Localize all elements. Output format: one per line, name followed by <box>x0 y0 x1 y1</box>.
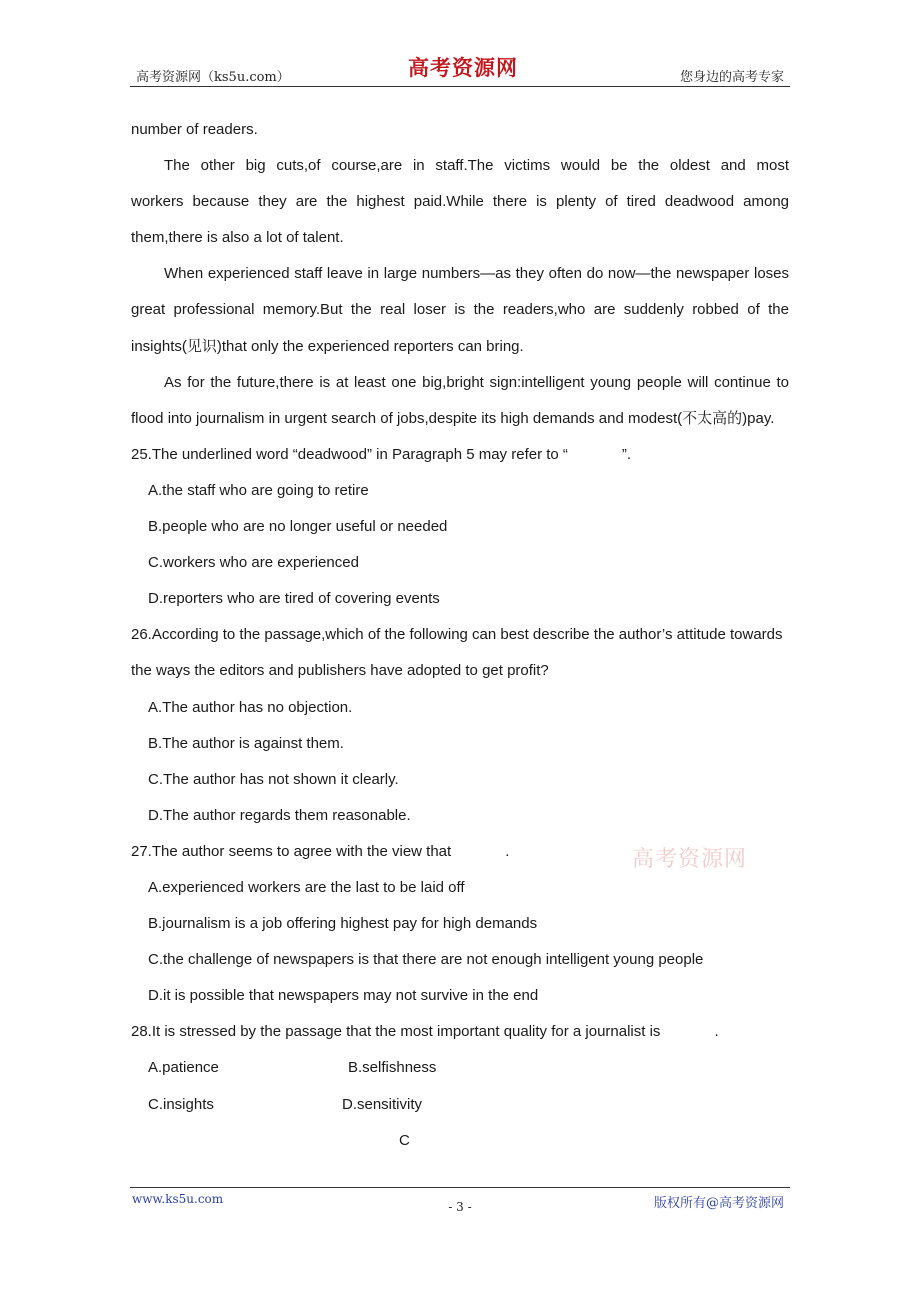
page-footer <box>130 1187 790 1214</box>
footer-site-link[interactable]: www.ks5u.com <box>132 1192 224 1206</box>
question-28-stem-end: . <box>714 1023 719 1041</box>
header-site-name: 高考资源网（ks5u.com） <box>136 70 290 85</box>
option-25-b: B.people who are no longer useful or needed <box>148 518 448 536</box>
question-27-stem-end: . <box>505 842 510 860</box>
header-logo: 高考资源网 <box>408 55 518 80</box>
document-body <box>131 112 789 1159</box>
page-header <box>130 52 790 87</box>
option-26-d: D.The author regards them reasonable. <box>148 806 411 824</box>
question-27-stem-text: 27.The author seems to agree with the view that <box>131 842 452 860</box>
passage-line: As for the future,there is at least one big,bright sign:intelligent young people will continue to <box>164 373 789 391</box>
passage-line: The other big cuts,of course,are in staff.The victims would be the oldest and most <box>164 157 789 175</box>
option-27-c: C.the challenge of newspapers is that there are not enough intelligent young people <box>148 951 704 969</box>
options-28-row-1 <box>131 1050 789 1086</box>
answer-key: C <box>399 1131 410 1149</box>
watermark: 高考资源网 <box>632 847 748 872</box>
option-25-d: D.reporters who are tired of covering events <box>148 590 440 608</box>
footer-copyright: 版权所有@高考资源网 <box>653 1196 784 1211</box>
option-28-a: A.patience <box>148 1059 219 1077</box>
option-27-d: D.it is possible that newspapers may not survive in the end <box>148 987 539 1005</box>
options-28-row-2 <box>131 1087 789 1123</box>
option-27-a: A.experienced workers are the last to be laid off <box>148 878 465 896</box>
question-25-stem-text: 25.The underlined word “deadwood” in Paragraph 5 may refer to “ <box>131 445 568 463</box>
option-25-a: A.the staff who are going to retire <box>148 481 369 499</box>
question-25-stem <box>131 437 789 473</box>
question-28-stem <box>131 1014 789 1050</box>
option-26-c: C.The author has not shown it clearly. <box>148 770 399 788</box>
passage-line: them,there is also a lot of talent. <box>131 229 344 247</box>
passage-line: number of readers. <box>131 121 258 138</box>
option-28-d: D.sensitivity <box>342 1095 423 1113</box>
question-28-stem-text: 28.It is stressed by the passage that the most important quality for a journalist is <box>131 1023 661 1041</box>
option-26-b: B.The author is against them. <box>148 734 344 752</box>
question-26-stem-line-1: 26.According to the passage,which of the following can best describe the author’s attitude towards <box>131 626 783 644</box>
passage-line: workers because they are the highest paid.While there is plenty of tired deadwood among <box>131 193 789 211</box>
passage-line: insights(见识)that only the experienced reporters can bring. <box>131 337 524 355</box>
option-28-c: C.insights <box>148 1095 214 1113</box>
passage-line: great professional memory.But the real loser is the readers,who are suddenly robbed of the <box>131 301 789 319</box>
page-number: - 3 - <box>448 1200 472 1214</box>
option-27-b: B.journalism is a job offering highest pay for high demands <box>148 915 538 933</box>
question-25-stem-end: ”. <box>621 445 632 463</box>
header-slogan: 您身边的高考专家 <box>679 70 784 85</box>
passage-line: When experienced staff leave in large numbers—as they often do now—the newspaper loses <box>164 265 789 283</box>
question-26-stem-line-2: the ways the editors and publishers have adopted to get profit? <box>131 662 549 680</box>
option-25-c: C.workers who are experienced <box>148 554 359 572</box>
option-26-a: A.The author has no objection. <box>148 698 353 716</box>
option-28-b: B.selfishness <box>348 1059 437 1077</box>
passage-line: flood into journalism in urgent search of jobs,despite its high demands and modest(不太高的)pay. <box>131 409 775 427</box>
